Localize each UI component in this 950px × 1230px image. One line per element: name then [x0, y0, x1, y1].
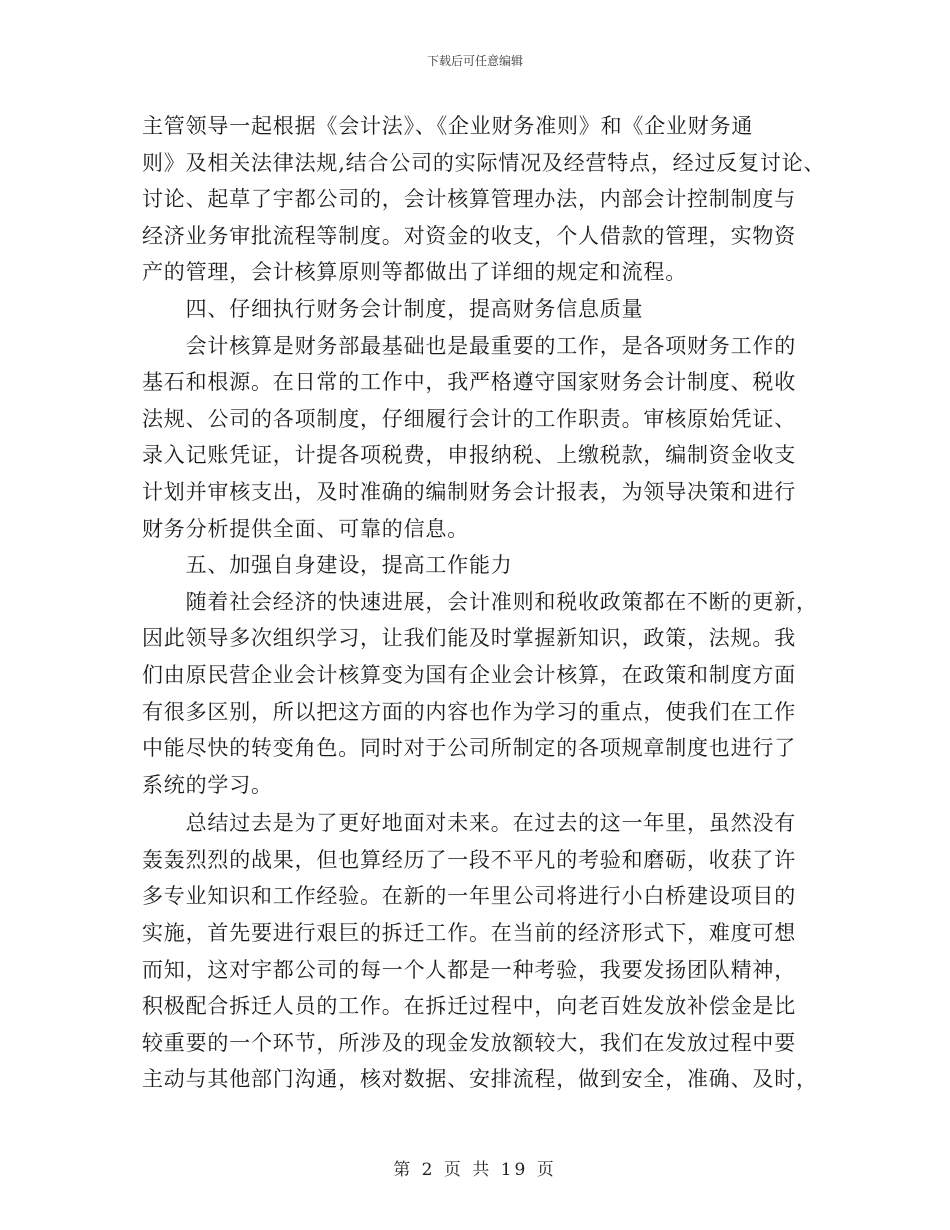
text-line: 法规、公司的各项制度，仔细履行会计的工作职责。审核原始凭证、 — [142, 406, 796, 431]
text-line: 则》及相关法律法规,结合公司的实际情况及经营特点，经过反复讨论、 — [142, 150, 826, 175]
text-line: 积极配合拆迁人员的工作。在拆迁过程中，向老百姓发放补偿金是比 — [142, 994, 796, 1019]
text-line: 主动与其他部门沟通，核对数据、安排流程，做到安全，准确、及时， — [142, 1067, 818, 1092]
text-line: 产的管理，会计核算原则等都做出了详细的规定和流程。 — [142, 260, 687, 285]
section-heading-5: 五、加强自身建设，提高工作能力 — [142, 553, 513, 578]
text-line: 实施，首先要进行艰巨的拆迁工作。在当前的经济形式下，难度可想 — [142, 921, 796, 946]
text-line: 中能尽快的转变角色。同时对于公司所制定的各项规章制度也进行了 — [142, 736, 796, 761]
text-line: 计划并审核支出，及时准确的编制财务会计报表，为领导决策和进行 — [142, 479, 796, 504]
text-line: 主管领导一起根据《会计法》、《企业财务准则》和《企业财务通 — [142, 114, 754, 138]
section-heading-4: 四、仔细执行财务会计制度，提高财务信息质量 — [142, 296, 644, 321]
text-line: 随着社会经济的快速进展，会计准则和税收政策都在不断的更新， — [142, 589, 818, 614]
text-line: 系统的学习。 — [142, 772, 273, 797]
text-line: 财务分析提供全面、可靠的信息。 — [142, 516, 469, 541]
text-line: 讨论、起草了宇都公司的，会计核算管理办法，内部会计控制制度与 — [142, 187, 796, 212]
text-line: 会计核算是财务部最基础也是最重要的工作，是各项财务工作的 — [142, 333, 796, 358]
text-line: 总结过去是为了更好地面对未来。在过去的这一年里，虽然没有 — [142, 811, 796, 836]
text-line: 基石和根源。在日常的工作中，我严格遵守国家财务会计制度、税收 — [142, 370, 796, 395]
document-body — [142, 108, 826, 1098]
page-header: 下载后可任意编辑 — [426, 54, 523, 68]
text-line: 多专业知识和工作经验。在新的一年里公司将进行小白桥建设项目的 — [142, 884, 796, 909]
page-number: 第 2 页 共 19 页 — [393, 1160, 557, 1180]
text-line: 有很多区别，所以把这方面的内容也作为学习的重点，使我们在工作 — [142, 699, 796, 724]
text-line: 而知，这对宇都公司的每一个人都是一种考验，我要发扬团队精神， — [142, 957, 796, 982]
text-line: 较重要的一个环节，所涉及的现金发放额较大，我们在发放过程中要 — [142, 1030, 796, 1055]
text-line: 录入记账凭证，计提各项税费，申报纳税、上缴税款，编制资金收支 — [142, 443, 796, 468]
text-line: 们由原民营企业会计核算变为国有企业会计核算，在政策和制度方面 — [142, 662, 796, 687]
text-line: 经济业务审批流程等制度。对资金的收支，个人借款的管理，实物资 — [142, 223, 796, 248]
text-line: 因此领导多次组织学习，让我们能及时掌握新知识，政策，法规。我 — [142, 626, 796, 651]
text-line: 轰轰烈烈的战果，但也算经历了一段不平凡的考验和磨砺，收获了许 — [142, 847, 796, 872]
